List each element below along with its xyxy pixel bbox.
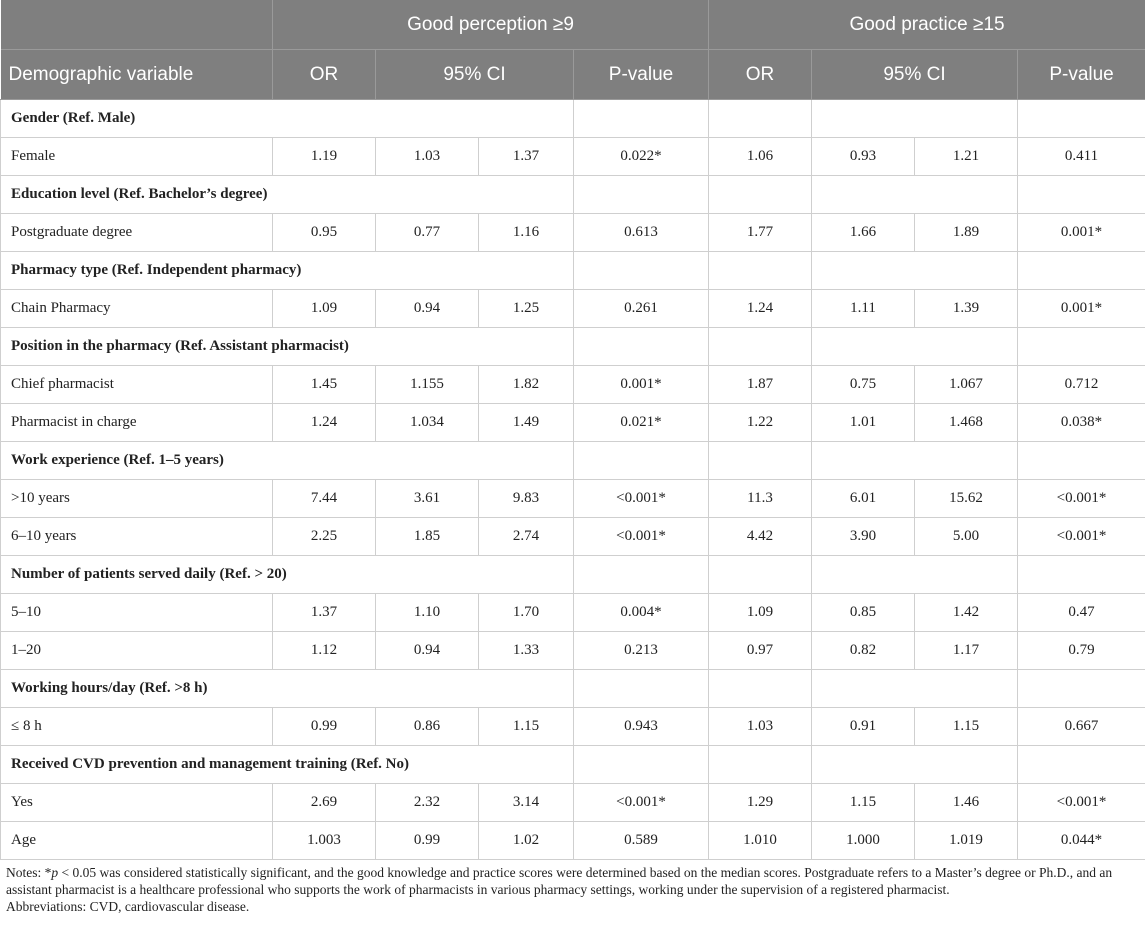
notes-prefix: Notes: *: [6, 865, 52, 880]
ci-low-practice-cell: 3.90: [812, 518, 915, 556]
table-row: [1, 518, 1145, 556]
empty-cell: [574, 176, 709, 214]
ci-high-practice-cell: 1.42: [915, 594, 1018, 632]
row-label: Postgraduate degree: [1, 214, 273, 252]
ci-low-perception-cell: 0.86: [376, 708, 479, 746]
pvalue-perception-cell: 0.022*: [574, 138, 709, 176]
pvalue-perception-cell: <0.001*: [574, 784, 709, 822]
ci-high-perception-cell: 1.82: [479, 366, 574, 404]
ci-high-perception-cell: 3.14: [479, 784, 574, 822]
pvalue-perception-cell: 0.943: [574, 708, 709, 746]
section-row: [1, 328, 1145, 366]
ci-low-practice-cell: 1.11: [812, 290, 915, 328]
empty-cell: [709, 670, 812, 708]
or-practice-cell: 1.24: [709, 290, 812, 328]
section-label: Position in the pharmacy (Ref. Assistant pharmacist): [1, 328, 574, 366]
header-good-practice: Good practice ≥15: [709, 0, 1145, 50]
empty-cell: [1018, 670, 1145, 708]
row-label: 1–20: [1, 632, 273, 670]
table-row: [1, 214, 1145, 252]
or-practice-cell: 1.29: [709, 784, 812, 822]
pvalue-practice-cell: 0.001*: [1018, 290, 1145, 328]
ci-high-practice-cell: 1.067: [915, 366, 1018, 404]
table-row: [1, 632, 1145, 670]
or-practice-cell: 1.87: [709, 366, 812, 404]
header-pvalue-practice: P-value: [1018, 50, 1145, 100]
ci-low-practice-cell: 0.91: [812, 708, 915, 746]
section-label: Work experience (Ref. 1–5 years): [1, 442, 574, 480]
ci-high-practice-cell: 1.46: [915, 784, 1018, 822]
table-row: [1, 404, 1145, 442]
header-empty-cell: [1, 0, 273, 50]
or-perception-cell: 1.09: [273, 290, 376, 328]
ci-low-practice-cell: 1.000: [812, 822, 915, 860]
pvalue-practice-cell: 0.667: [1018, 708, 1145, 746]
section-row: [1, 670, 1145, 708]
empty-cell: [574, 442, 709, 480]
ci-high-practice-cell: 15.62: [915, 480, 1018, 518]
or-practice-cell: 1.010: [709, 822, 812, 860]
pvalue-practice-cell: <0.001*: [1018, 480, 1145, 518]
empty-cell: [1018, 176, 1145, 214]
empty-cell: [812, 670, 1018, 708]
header-ci-practice: 95% CI: [812, 50, 1018, 100]
pvalue-practice-cell: 0.001*: [1018, 214, 1145, 252]
empty-cell: [574, 252, 709, 290]
notes-abbreviations: Abbreviations: CVD, cardiovascular disease.: [6, 899, 250, 914]
notes-p-symbol: p: [51, 865, 59, 880]
empty-cell: [709, 252, 812, 290]
empty-cell: [812, 328, 1018, 366]
empty-cell: [812, 176, 1018, 214]
or-perception-cell: 1.37: [273, 594, 376, 632]
pvalue-perception-cell: 0.001*: [574, 366, 709, 404]
ci-low-practice-cell: 0.75: [812, 366, 915, 404]
section-label: Education level (Ref. Bachelor’s degree): [1, 176, 574, 214]
empty-cell: [709, 556, 812, 594]
ci-low-perception-cell: 0.94: [376, 290, 479, 328]
pvalue-perception-cell: <0.001*: [574, 480, 709, 518]
empty-cell: [709, 176, 812, 214]
header-pvalue-perception: P-value: [574, 50, 709, 100]
table-row: [1, 480, 1145, 518]
section-row: [1, 556, 1145, 594]
or-practice-cell: 1.03: [709, 708, 812, 746]
or-perception-cell: 1.12: [273, 632, 376, 670]
or-perception-cell: 1.24: [273, 404, 376, 442]
pvalue-perception-cell: 0.021*: [574, 404, 709, 442]
table-notes: [0, 860, 1145, 915]
ci-low-perception-cell: 1.03: [376, 138, 479, 176]
ci-high-practice-cell: 1.17: [915, 632, 1018, 670]
or-perception-cell: 2.69: [273, 784, 376, 822]
empty-cell: [1018, 746, 1145, 784]
pvalue-practice-cell: 0.47: [1018, 594, 1145, 632]
ci-low-practice-cell: 0.82: [812, 632, 915, 670]
empty-cell: [1018, 556, 1145, 594]
empty-cell: [574, 670, 709, 708]
notes-body: < 0.05 was considered statistically significant, and the good knowledge and practice scores were determined based on the median scores. Postgraduate refers to a Master’s degree or Ph.D., and an assistant pharmacist is a healthcare professional who supports the work of pharmacists in various pharmacy settings, working under the supervision of a registered pharmacist.: [6, 865, 1113, 897]
ci-low-perception-cell: 2.32: [376, 784, 479, 822]
table-row: [1, 784, 1145, 822]
header-demographic-variable: Demographic variable: [1, 50, 273, 100]
or-perception-cell: 1.19: [273, 138, 376, 176]
ci-high-perception-cell: 1.16: [479, 214, 574, 252]
row-label: Age: [1, 822, 273, 860]
ci-high-perception-cell: 1.33: [479, 632, 574, 670]
pvalue-perception-cell: 0.613: [574, 214, 709, 252]
or-perception-cell: 1.45: [273, 366, 376, 404]
pvalue-perception-cell: 0.004*: [574, 594, 709, 632]
empty-cell: [1018, 100, 1145, 138]
empty-cell: [574, 100, 709, 138]
section-label: Gender (Ref. Male): [1, 100, 574, 138]
table-row: [1, 594, 1145, 632]
ci-low-perception-cell: 3.61: [376, 480, 479, 518]
ci-low-practice-cell: 1.01: [812, 404, 915, 442]
pvalue-practice-cell: <0.001*: [1018, 518, 1145, 556]
pvalue-perception-cell: 0.261: [574, 290, 709, 328]
row-label: 6–10 years: [1, 518, 273, 556]
ci-high-practice-cell: 1.39: [915, 290, 1018, 328]
pvalue-practice-cell: 0.044*: [1018, 822, 1145, 860]
ci-high-practice-cell: 1.15: [915, 708, 1018, 746]
header-ci-perception: 95% CI: [376, 50, 574, 100]
empty-cell: [812, 556, 1018, 594]
ci-low-perception-cell: 1.034: [376, 404, 479, 442]
notes-text: [6, 864, 1139, 898]
table-row: [1, 138, 1145, 176]
row-label: 5–10: [1, 594, 273, 632]
table-row: [1, 822, 1145, 860]
empty-cell: [574, 556, 709, 594]
or-perception-cell: 1.003: [273, 822, 376, 860]
row-label: >10 years: [1, 480, 273, 518]
or-practice-cell: 0.97: [709, 632, 812, 670]
table-row: [1, 290, 1145, 328]
pvalue-practice-cell: 0.411: [1018, 138, 1145, 176]
ci-low-practice-cell: 1.15: [812, 784, 915, 822]
section-label: Number of patients served daily (Ref. > 20): [1, 556, 574, 594]
ci-high-perception-cell: 1.25: [479, 290, 574, 328]
ci-low-practice-cell: 0.85: [812, 594, 915, 632]
ci-high-perception-cell: 1.37: [479, 138, 574, 176]
empty-cell: [812, 252, 1018, 290]
or-practice-cell: 11.3: [709, 480, 812, 518]
ci-low-practice-cell: 1.66: [812, 214, 915, 252]
empty-cell: [709, 100, 812, 138]
or-practice-cell: 1.77: [709, 214, 812, 252]
empty-cell: [1018, 252, 1145, 290]
ci-high-practice-cell: 1.468: [915, 404, 1018, 442]
empty-cell: [709, 328, 812, 366]
ci-high-practice-cell: 1.89: [915, 214, 1018, 252]
or-practice-cell: 1.06: [709, 138, 812, 176]
ci-high-perception-cell: 1.02: [479, 822, 574, 860]
ci-high-perception-cell: 1.70: [479, 594, 574, 632]
header-good-perception: Good perception ≥9: [273, 0, 709, 50]
ci-high-perception-cell: 1.49: [479, 404, 574, 442]
empty-cell: [574, 746, 709, 784]
ci-high-practice-cell: 1.21: [915, 138, 1018, 176]
table-row: [1, 366, 1145, 404]
ci-low-perception-cell: 0.94: [376, 632, 479, 670]
or-perception-cell: 7.44: [273, 480, 376, 518]
header-or-perception: OR: [273, 50, 376, 100]
or-perception-cell: 2.25: [273, 518, 376, 556]
ci-high-practice-cell: 5.00: [915, 518, 1018, 556]
ci-low-perception-cell: 0.77: [376, 214, 479, 252]
section-row: [1, 100, 1145, 138]
section-row: [1, 252, 1145, 290]
ci-low-perception-cell: 1.85: [376, 518, 479, 556]
pvalue-practice-cell: 0.79: [1018, 632, 1145, 670]
empty-cell: [1018, 442, 1145, 480]
empty-cell: [1018, 328, 1145, 366]
ci-high-perception-cell: 1.15: [479, 708, 574, 746]
row-label: Female: [1, 138, 273, 176]
or-perception-cell: 0.95: [273, 214, 376, 252]
ci-low-perception-cell: 1.10: [376, 594, 479, 632]
row-label: Pharmacist in charge: [1, 404, 273, 442]
section-row: [1, 176, 1145, 214]
ci-high-perception-cell: 2.74: [479, 518, 574, 556]
row-label: ≤ 8 h: [1, 708, 273, 746]
row-label: Chain Pharmacy: [1, 290, 273, 328]
pvalue-practice-cell: 0.712: [1018, 366, 1145, 404]
section-row: [1, 442, 1145, 480]
empty-cell: [812, 746, 1018, 784]
row-label: Yes: [1, 784, 273, 822]
empty-cell: [812, 442, 1018, 480]
empty-cell: [812, 100, 1018, 138]
section-row: [1, 746, 1145, 784]
or-practice-cell: 4.42: [709, 518, 812, 556]
empty-cell: [574, 328, 709, 366]
ci-low-practice-cell: 6.01: [812, 480, 915, 518]
ci-high-perception-cell: 9.83: [479, 480, 574, 518]
or-practice-cell: 1.22: [709, 404, 812, 442]
table-row: [1, 708, 1145, 746]
empty-cell: [709, 442, 812, 480]
header-or-practice: OR: [709, 50, 812, 100]
section-label: Pharmacy type (Ref. Independent pharmacy): [1, 252, 574, 290]
ci-low-perception-cell: 0.99: [376, 822, 479, 860]
or-practice-cell: 1.09: [709, 594, 812, 632]
table-body: [1, 100, 1145, 860]
ci-high-practice-cell: 1.019: [915, 822, 1018, 860]
or-perception-cell: 0.99: [273, 708, 376, 746]
ci-low-perception-cell: 1.155: [376, 366, 479, 404]
empty-cell: [709, 746, 812, 784]
pvalue-perception-cell: 0.589: [574, 822, 709, 860]
ci-low-practice-cell: 0.93: [812, 138, 915, 176]
pvalue-practice-cell: 0.038*: [1018, 404, 1145, 442]
pvalue-perception-cell: <0.001*: [574, 518, 709, 556]
section-label: Working hours/day (Ref. >8 h): [1, 670, 574, 708]
section-label: Received CVD prevention and management training (Ref. No): [1, 746, 574, 784]
pvalue-perception-cell: 0.213: [574, 632, 709, 670]
row-label: Chief pharmacist: [1, 366, 273, 404]
pvalue-practice-cell: <0.001*: [1018, 784, 1145, 822]
